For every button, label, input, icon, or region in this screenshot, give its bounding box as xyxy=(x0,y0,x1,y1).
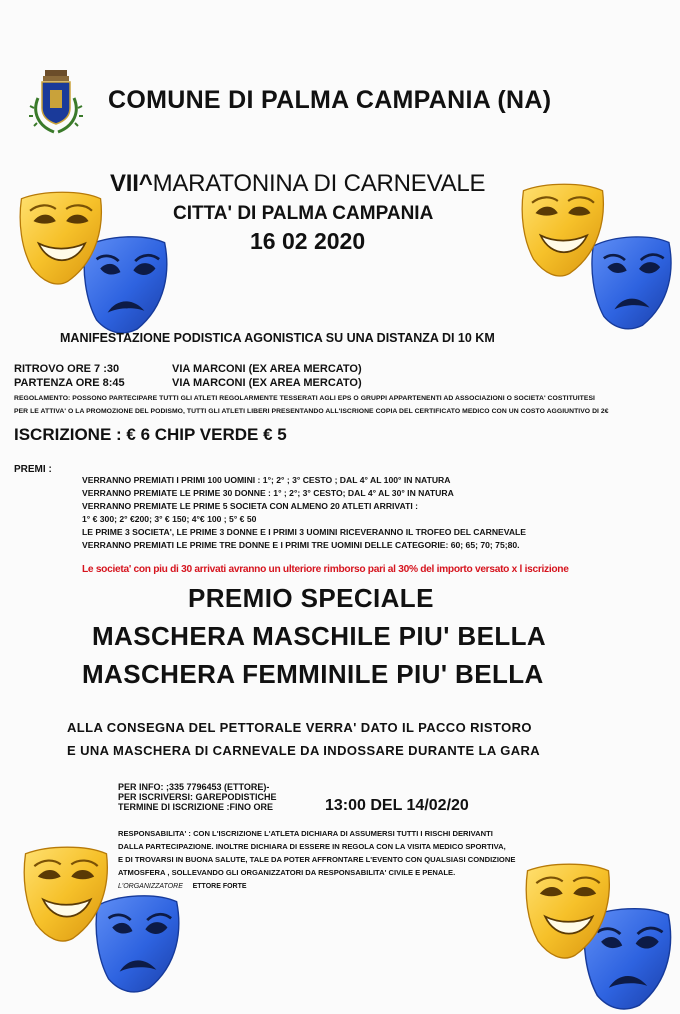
bib-line: ALLA CONSEGNA DEL PETTORALE VERRA' DATO IL PACCO RISTORO xyxy=(67,720,532,735)
prize-line: 1° € 300; 2° €200; 3° € 150; 4°€ 100 ; 5° € 50 xyxy=(82,514,257,525)
info-phone: PER INFO: ;335 7796453 (ETTORE)- xyxy=(118,782,270,792)
prizes-list xyxy=(82,474,526,553)
bib-line: E UNA MASCHERA DI CARNEVALE DA INDOSSARE DURANTE LA GARA xyxy=(67,743,541,758)
regulations xyxy=(14,392,609,418)
special-prize-male-mask: MASCHERA MASCHILE PIU' BELLA xyxy=(92,621,547,651)
comedy-mask-icon xyxy=(520,182,606,282)
regulation-line: REGOLAMENTO: POSSONO PARTECIPARE TUTTI GLI ATLETI REGOLARMENTE TESSERATI AGLI EPS O GRUPPI APPARTENENTI AD ASSOCIAZIONI O SOCIETA' COSTITUITESI xyxy=(14,395,595,402)
liability-line: DALLA PARTECIPAZIONE. INOLTRE DICHIARA DI ESSERE IN REGOLA CON LA VISITA MEDICO SPORTIVA, xyxy=(118,842,506,851)
comedy-mask-icon xyxy=(22,845,110,947)
info-registration: PER ISCRIVERSI: GAREPODISTICHE xyxy=(118,792,277,802)
schedule xyxy=(14,362,362,390)
registration-fee: ISCRIZIONE : € 6 CHIP VERDE € 5 xyxy=(14,425,287,444)
comedy-mask-icon xyxy=(524,862,612,964)
registration-deadline: 13:00 DEL 14/02/20 xyxy=(325,797,469,814)
municipality-title: COMUNE DI PALMA CAMPANIA (NA) xyxy=(108,86,552,114)
prize-line: VERRANNO PREMIATI LE PRIME TRE DONNE E I PRIMI TRE UOMINI DELLE CATEGORIE: 60; 65; 70; 75;80. xyxy=(82,540,520,551)
bib-collection-note xyxy=(67,716,540,762)
ritrovo-label: RITROVO ORE 7 :30 xyxy=(14,363,120,375)
prize-line: VERRANNO PREMIATE LE PRIME 5 SOCIETA CON ALMENO 20 ATLETI ARRIVATI : xyxy=(82,501,418,512)
partenza-label: PARTENZA ORE 8:45 xyxy=(14,377,125,389)
coat-of-arms-icon xyxy=(28,68,84,136)
regulation-line: PER LE ATTIVA' O LA PROMOZIONE DEL PODISMO, TUTTI GLI ATLETI LIBERI PRESENTANDO ALL'ISCRIONE COPIA DEL CERTIFICATO MEDICO CON UN COSTO AGGIUNTIVO DI 2€ xyxy=(14,408,609,415)
event-title: VII^MARATONINA DI CARNEVALE xyxy=(110,170,486,197)
prize-line: VERRANNO PREMIATE LE PRIME 30 DONNE : 1° ; 2°; 3° CESTO; DAL 4° AL 30° IN NATURA xyxy=(82,488,454,499)
comedy-mask-icon xyxy=(18,190,104,290)
prize-line: LE PRIME 3 SOCIETA', LE PRIME 3 DONNE E I PRIMI 3 UOMINI RICEVERANNO IL TROFEO DEL CARNEVALE xyxy=(82,527,527,538)
liability-notice xyxy=(118,827,515,879)
special-prize-title: PREMIO SPECIALE xyxy=(188,583,434,613)
organizer-label: L'ORGANIZZATORE xyxy=(118,883,183,890)
special-prize-female-mask: MASCHERA FEMMINILE PIU' BELLA xyxy=(82,659,544,689)
info-deadline-label: TERMINE DI ISCRIZIONE :FINO ORE xyxy=(118,802,274,812)
event-date: 16 02 2020 xyxy=(250,228,366,254)
liability-line: RESPONSABILITA' : CON L'ISCRIZIONE L'ATLETA DICHIARA DI ASSUMERSI TUTTI I RISCHI DERIVANTI xyxy=(118,829,493,838)
liability-line: E DI TROVARSI IN BUONA SALUTE, TALE DA POTER AFFRONTARE L'EVENTO CON QUALSIASI CONDIZIONE xyxy=(118,855,516,864)
prize-line: VERRANNO PREMIATI I PRIMI 100 UOMINI : 1°; 2° ; 3° CESTO ; DAL 4° AL 100° IN NATURA xyxy=(82,475,451,485)
organizer-name: ETTORE FORTE xyxy=(192,883,247,890)
partenza-place: VIA MARCONI (EX AREA MERCATO) xyxy=(172,377,362,389)
organizer xyxy=(118,883,247,890)
liability-line: ATMOSFERA , SOLLEVANDO GLI ORGANIZZATORI DA RESPONSABILITA' CIVILE E PENALE. xyxy=(118,868,456,877)
race-description: MANIFESTAZIONE PODISTICA AGONISTICA SU UNA DISTANZA DI 10 KM xyxy=(60,331,495,345)
ritrovo-place: VIA MARCONI (EX AREA MERCATO) xyxy=(172,363,362,375)
club-bonus-note: Le societa' con piu di 30 arrivati avranno un ulteriore rimborso pari al 30% del importo versato x l iscrizione xyxy=(82,564,569,575)
event-city: CITTA' DI PALMA CAMPANIA xyxy=(173,203,434,224)
contact-info xyxy=(118,782,277,812)
prizes-label: PREMI : xyxy=(14,464,52,475)
